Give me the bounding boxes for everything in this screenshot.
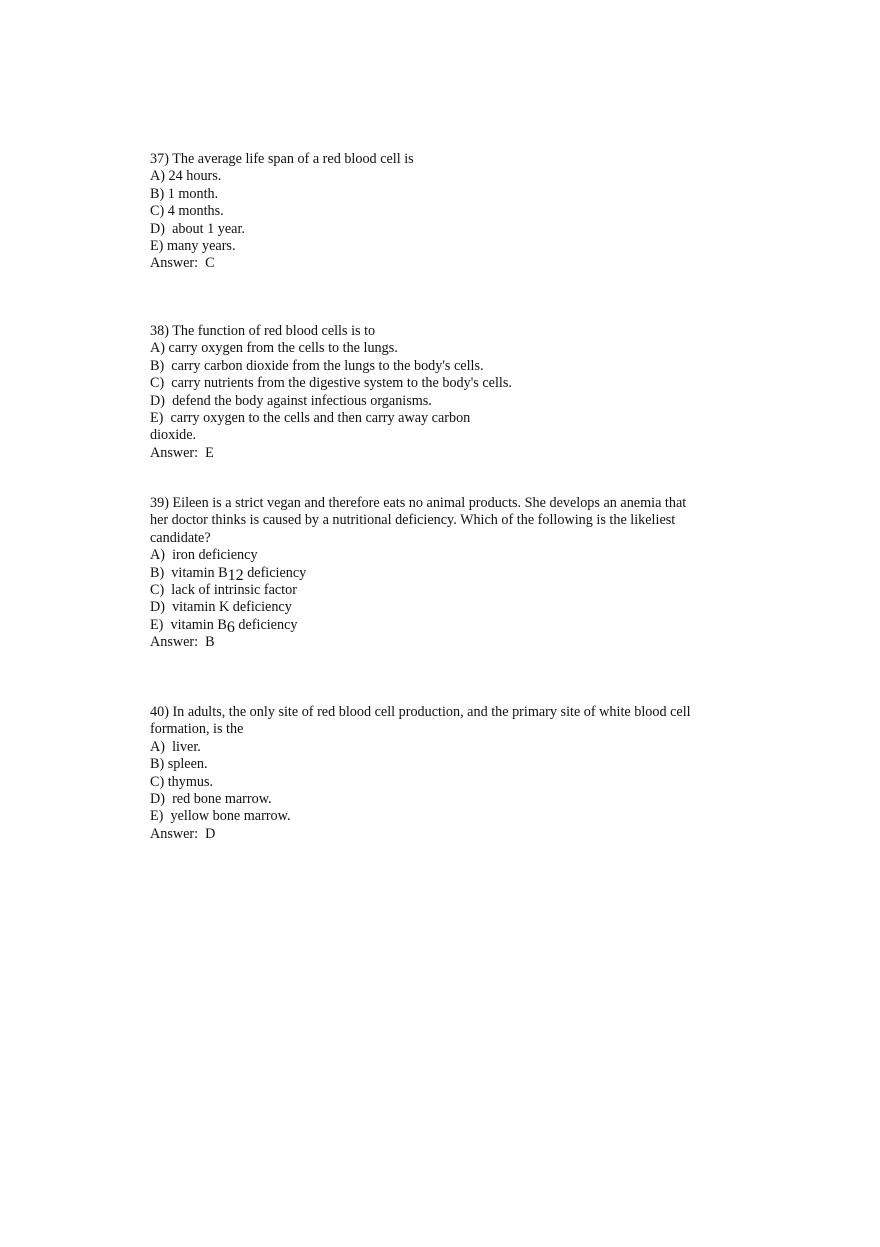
question-stem: 38) The function of red blood cells is to bbox=[150, 323, 376, 339]
option-d: D) about 1 year. bbox=[150, 220, 245, 237]
option-c: C) thymus. bbox=[150, 773, 214, 790]
option-d: D) defend the body against infectious organisms. bbox=[150, 392, 432, 409]
option-e bbox=[150, 617, 730, 634]
answer: Answer: C bbox=[150, 255, 215, 272]
option-b bbox=[150, 565, 730, 582]
option-d: D) vitamin K deficiency bbox=[150, 599, 292, 616]
option-e-continued: dioxide. bbox=[150, 427, 197, 444]
question-40 bbox=[150, 704, 730, 843]
question-39 bbox=[150, 495, 730, 652]
option-a: A) iron deficiency bbox=[150, 547, 258, 564]
option-a: A) liver. bbox=[150, 738, 201, 755]
option-b: B) carry carbon dioxide from the lungs to the body's cells. bbox=[150, 357, 484, 374]
answer: Answer: D bbox=[150, 825, 216, 842]
option-d: D) red bone marrow. bbox=[150, 791, 272, 808]
question-stem-line-3: candidate? bbox=[150, 529, 211, 546]
option-e: E) yellow bone marrow. bbox=[150, 808, 291, 825]
option-b-text: B) vitamin B bbox=[150, 564, 228, 581]
option-e-subscript: 6 bbox=[226, 618, 235, 636]
question-stem: 40) In adults, the only site of red blood cell production, and the primary site of white blood cell bbox=[150, 704, 691, 720]
question-37 bbox=[150, 151, 730, 273]
option-e-text: E) vitamin B bbox=[150, 616, 227, 633]
option-c: C) lack of intrinsic factor bbox=[150, 582, 297, 599]
question-stem: 39) Eileen is a strict vegan and therefore eats no animal products. She develops an anemia that bbox=[150, 495, 687, 511]
option-b-text-end: deficiency bbox=[243, 564, 307, 581]
question-stem-line-2: her doctor thinks is caused by a nutritional deficiency. Which of the following is the likeliest bbox=[150, 512, 676, 529]
option-e-text-end: deficiency bbox=[234, 616, 298, 633]
option-b: B) spleen. bbox=[150, 756, 208, 773]
answer: Answer: B bbox=[150, 634, 215, 651]
option-e: E) many years. bbox=[150, 238, 236, 255]
option-a: A) 24 hours. bbox=[150, 168, 222, 185]
option-b: B) 1 month. bbox=[150, 185, 219, 202]
option-c: C) 4 months. bbox=[150, 203, 224, 220]
option-b-subscript: 12 bbox=[227, 566, 244, 584]
answer: Answer: E bbox=[150, 444, 214, 461]
question-stem-line-2: formation, is the bbox=[150, 721, 244, 738]
question-38 bbox=[150, 323, 730, 462]
option-c: C) carry nutrients from the digestive system to the body's cells. bbox=[150, 375, 512, 392]
option-a: A) carry oxygen from the cells to the lungs. bbox=[150, 340, 398, 357]
question-stem: 37) The average life span of a red blood cell is bbox=[150, 151, 414, 167]
option-e: E) carry oxygen to the cells and then carry away carbon bbox=[150, 410, 471, 427]
